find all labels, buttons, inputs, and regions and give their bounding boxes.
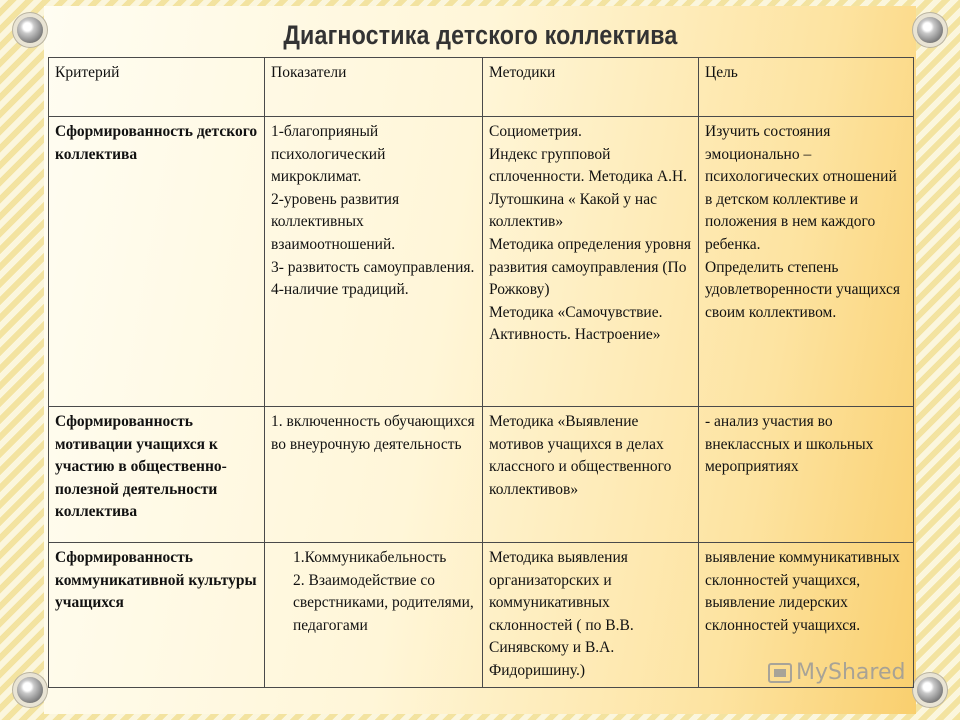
method-line: Методика «Самочувствие. Активность. Настроение» (489, 303, 663, 344)
header-criterion: Критерий (49, 58, 265, 117)
indicator-line: 2-уровень развития коллективных взаимоотношений. (271, 190, 400, 253)
criterion-cell: Сформированность мотивации учащихся к участию в общественно-полезной деятельности коллектива (49, 407, 265, 543)
diagnostics-table (48, 57, 914, 688)
goal-line: Изучить состояния эмоционально – психологических отношений в детском коллективе и положения в нем каждого ребенка. (705, 123, 897, 253)
method-line: Индекс групповой сплоченности. Методика А.Н. Лутошкина « Какой у нас коллектив» (489, 145, 688, 231)
myshared-watermark (768, 660, 905, 685)
indicators-cell (265, 543, 483, 688)
table-row (49, 117, 914, 407)
corner-rivet-icon (917, 677, 943, 703)
methods-cell (483, 117, 699, 407)
criterion-cell: Сформированность детского коллектива (49, 117, 265, 407)
presentation-icon (768, 663, 792, 683)
goal-line: Определить степень удовлетворенности учащихся своим коллективом. (705, 258, 901, 321)
indicator-line: 1-благоприяный психологический микроклимат. (271, 123, 386, 186)
corner-rivet-icon (17, 677, 43, 703)
slide-title: Диагностика детского коллектива (283, 20, 678, 50)
indicator-line: 1.Коммуникабельность (293, 549, 447, 566)
criterion-cell: Сформированность коммуникативной культуры учащихся (49, 543, 265, 688)
method-line: Методика определения уровня развития самоуправления (По Рожкову) (489, 235, 691, 299)
indicator-line: 1. включенность обучающихся во внеурочную деятельность (271, 413, 475, 453)
table-row (49, 407, 914, 543)
goal-cell (699, 117, 914, 407)
method-line: Методика выявления организаторских и коммуникативных склонностей ( по В.В. Синявскому и В.А. Фидоришину.) (489, 549, 634, 679)
corner-rivet-icon (917, 17, 943, 43)
method-line: Социометрия. (489, 123, 582, 140)
table-header-row (49, 58, 914, 117)
goal-cell (699, 407, 914, 543)
method-line: Методика «Выявление мотивов учащихся в делах классного и общественного коллективов» (489, 413, 672, 498)
header-indicators: Показатели (265, 58, 483, 117)
methods-cell (483, 543, 699, 688)
indicator-line: 2. Взаимодействие со сверстниками, родителями, педагогами (293, 571, 474, 634)
header-goal: Цель (699, 58, 914, 117)
indicator-line: 4-наличие традиций. (271, 281, 409, 299)
goal-line: - анализ участия во внеклассных и школьных мероприятиях (705, 413, 874, 476)
methods-cell (483, 407, 699, 543)
header-methods: Методики (483, 58, 699, 117)
corner-rivet-icon (17, 17, 43, 43)
goal-line: выявление коммуникативных склонностей учащихся, выявление лидерских склонностей учащихся. (705, 549, 900, 634)
indicator-line: 3- развитость самоуправления. (271, 258, 475, 276)
indicators-cell (265, 117, 483, 407)
indicators-cell (265, 407, 483, 543)
watermark-text: MyShared (796, 660, 906, 685)
